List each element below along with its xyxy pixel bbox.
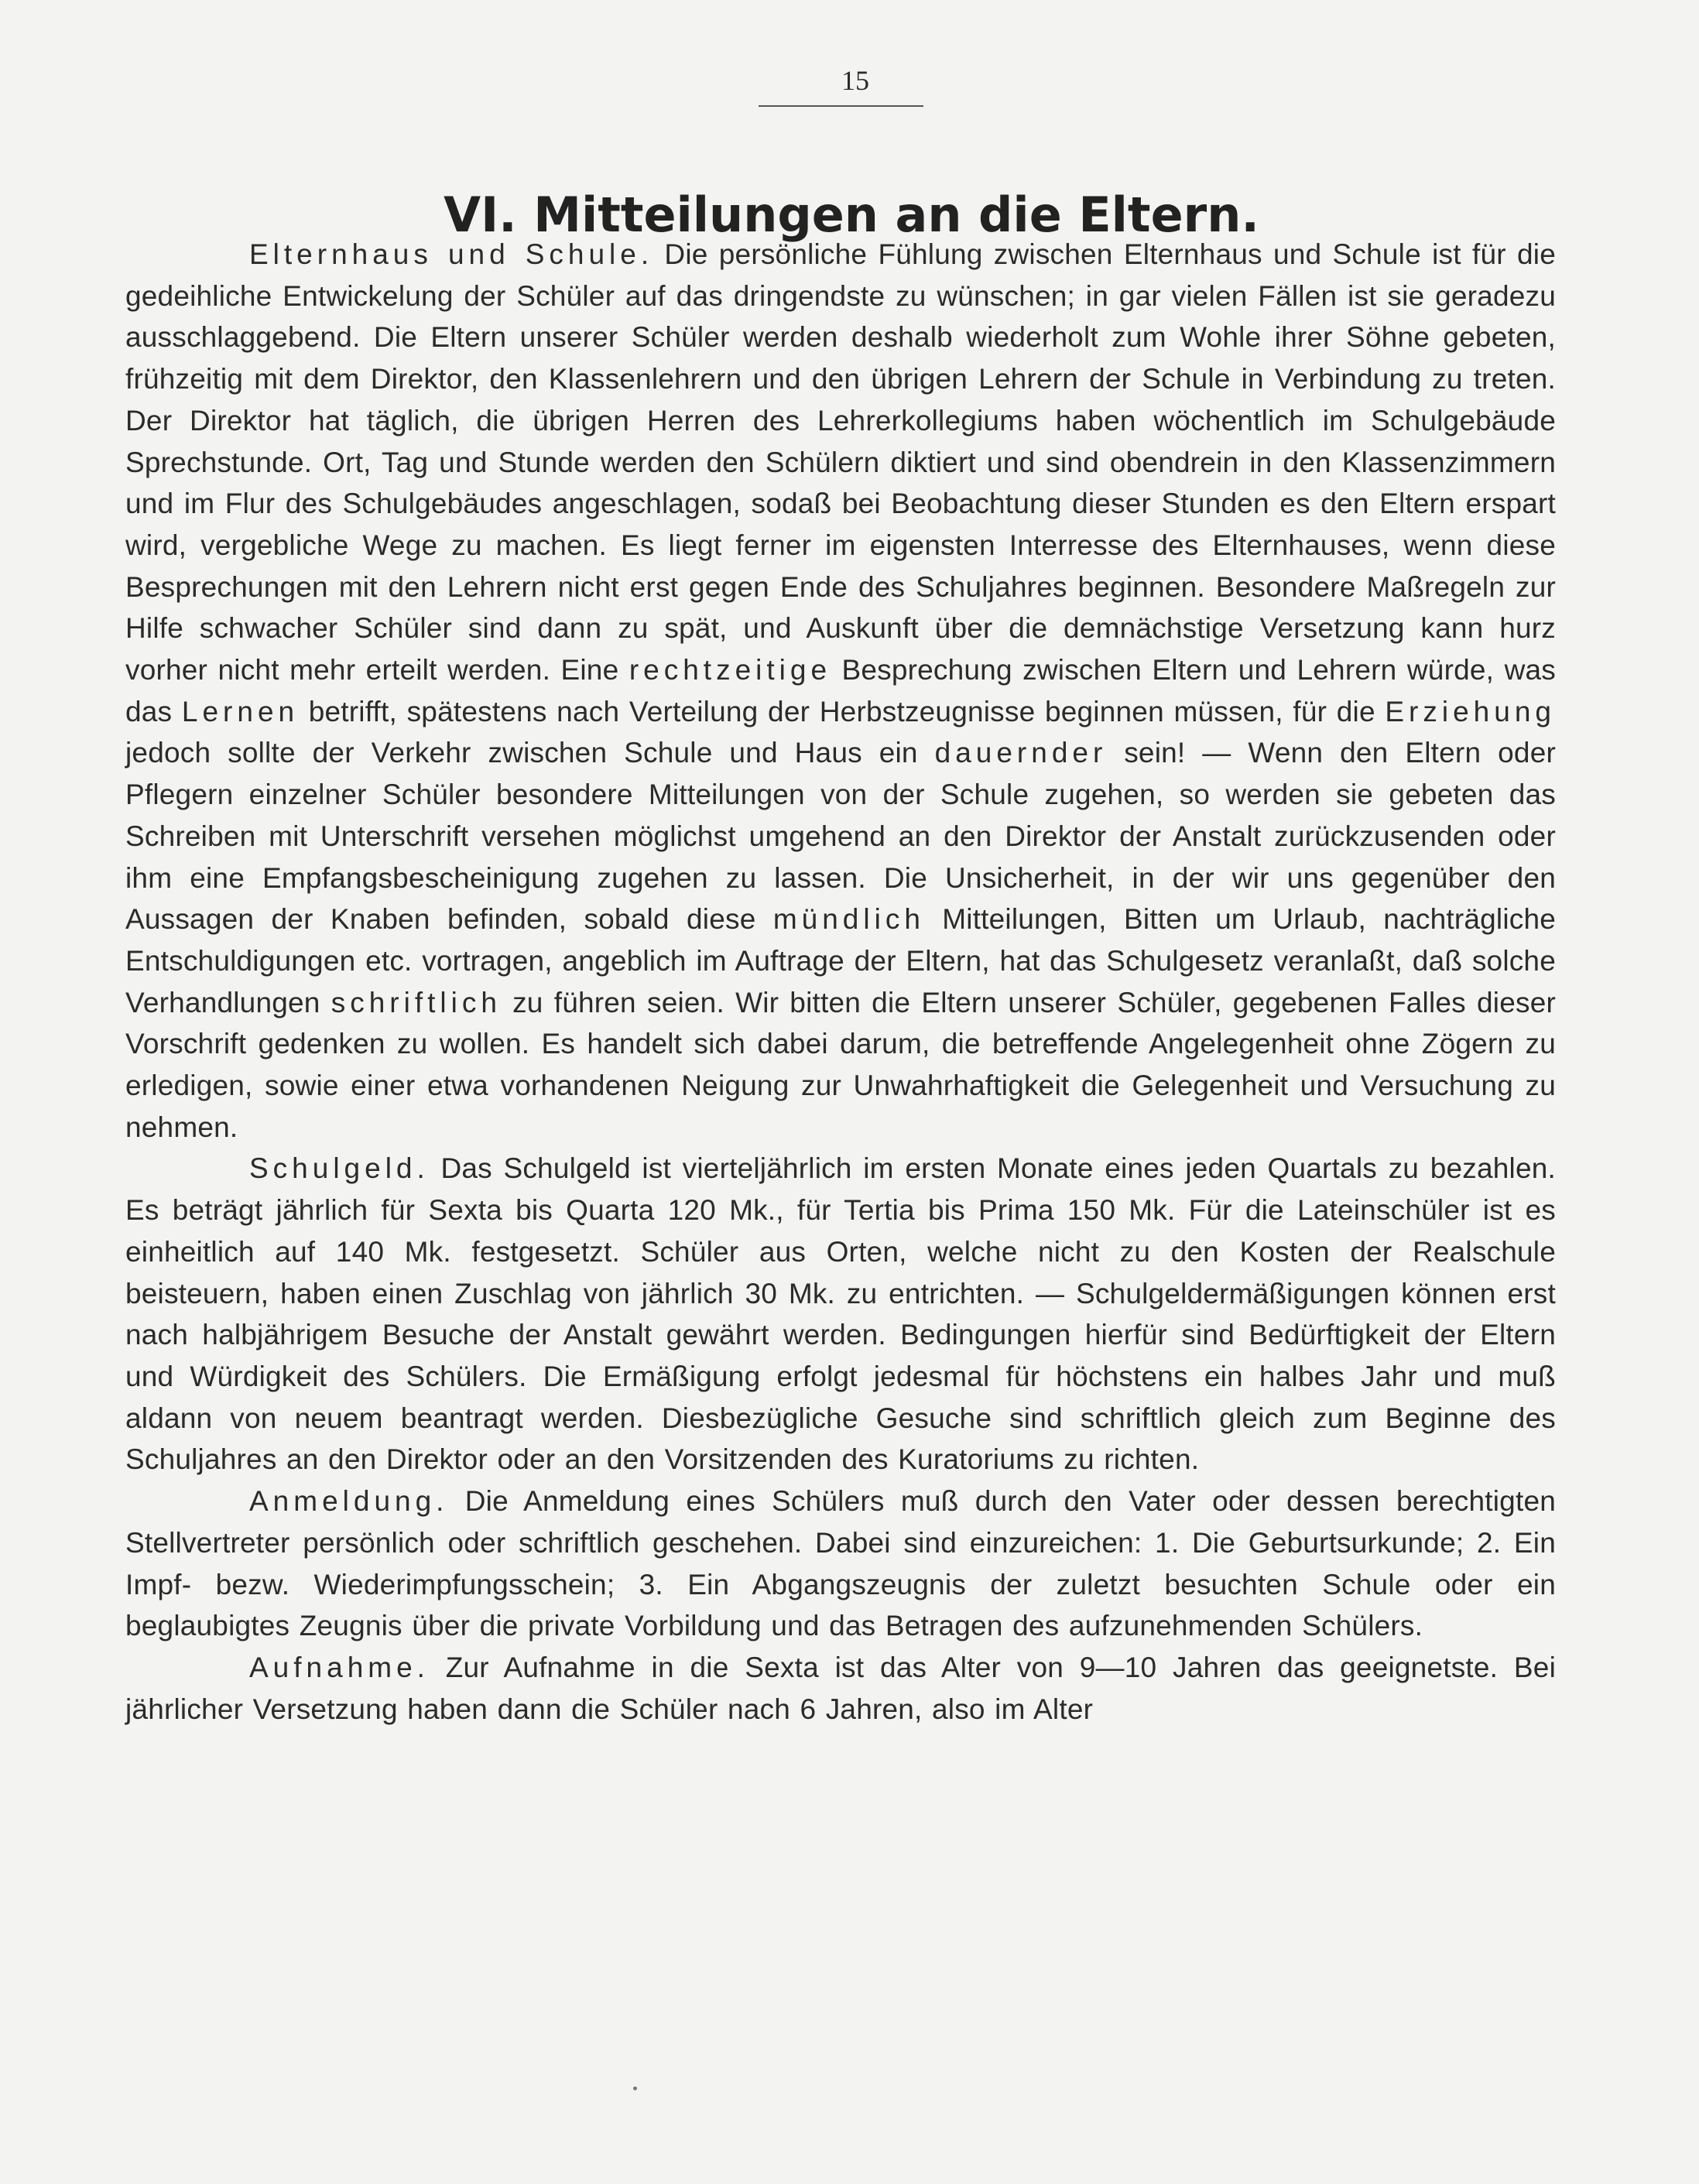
- body-text: [125, 234, 1556, 1730]
- text-run: Das Schulgeld ist vierteljährlich im ersten Monate eines jeden Quartals zu bezahlen. Es beträgt jährlich für Sexta bis Quarta 120 Mk., für Tertia bis Prima 150 Mk. Für die Lateinschüler ist es einheitlich auf 140 Mk. festgesetzt. Schüler aus Orten, welche nicht zu den Kosten der Realschule beisteuern, haben einen Zuschlag von jährlich 30 Mk. zu entrichten. — Schulgeldermäßigungen können erst nach halbjährigem Besuche der Anstalt gewährt werden. Bedingungen hierfür sind Bedürftigkeit der Eltern und Würdigkeit des Schülers. Die Ermäßigung erfolgt jedesmal für höchstens ein halbes Jahr und muß aldann von neuem beantragt werden. Diesbezügliche Gesuche sind schriftlich gleich zum Beginne des Schuljahres an den Direktor oder an den Vorsitzenden des Kuratoriums zu richten.: [125, 1152, 1556, 1476]
- run-in-heading-elternhaus: Elternhaus und Schule.: [249, 238, 654, 270]
- text-run: Mitteilungen, Bitten um Urlaub, nachträgliche Entschuldigungen etc. vortragen, angeblich im Auftrage der Eltern, hat das Schulgesetz veranlaßt, daß solche Verhandlungen: [125, 903, 1556, 1018]
- text-run: Die Anmeldung eines Schülers muß durch den Vater oder dessen berechtigten Stellvertreter persönlich oder schriftlich geschehen. Dabei sind einzureichen: 1. Die Geburtsurkunde; 2. Ein Impf- bezw. Wiederimpfungsschein; 3. Ein Abgangszeugnis der zuletzt besuchten Schule oder ein beglaubigtes Zeugnis über die private Vorbildung und das Betragen des aufzunehmenden Schülers.: [125, 1485, 1556, 1642]
- paragraph-anmeldung: [125, 1481, 1556, 1647]
- page-number-rule: [759, 105, 923, 107]
- run-in-heading-schulgeld: Schulgeld.: [249, 1152, 430, 1185]
- text-run: Besprechung zwischen Eltern und Lehrern würde, was das: [125, 654, 1556, 727]
- scan-speck: [633, 2086, 637, 2090]
- emphasis-rechtzeitige: rechtzeitige: [629, 654, 832, 686]
- paragraph-elternhaus: [125, 234, 1556, 1148]
- text-run: jedoch sollte der Verkehr zwischen Schule und Haus ein: [125, 737, 935, 769]
- text-run: betrifft, spätestens nach Verteilung der Herbstzeugnisse beginnen müssen, für die: [299, 695, 1386, 727]
- emphasis-lernen: Lernen: [181, 695, 300, 727]
- emphasis-schriftlich: schriftlich: [331, 986, 502, 1018]
- emphasis-dauernder: dauernder: [934, 737, 1108, 769]
- text-run: Zur Aufnahme in die Sexta ist das Alter von 9—10 Jahren das geeignetste. Bei jährlicher Versetzung haben dann die Schüler nach 6 Jahren, also im Alter: [125, 1651, 1556, 1725]
- run-in-heading-aufnahme: Aufnahme.: [249, 1651, 430, 1683]
- section-title: VI. Mitteilungen an die Eltern.: [444, 186, 1259, 243]
- emphasis-erziehung: Erziehung: [1385, 695, 1556, 727]
- text-run: sein! — Wenn den Eltern oder Pflegern einzelner Schüler besondere Mitteilungen von der Schule zugehen, so werden sie gebeten das Schreiben mit Unterschrift versehen möglichst umgehend an den Direktor der Anstalt zurückzusenden oder ihm eine Empfangsbescheinigung zugehen zu lassen. Die Unsicherheit, in der wir uns gegenüber den Aussagen der Knaben befinden, sobald diese: [125, 737, 1556, 936]
- emphasis-muendlich: mündlich: [772, 903, 925, 936]
- text-run: Die persönliche Fühlung zwischen Elternhaus und Schule ist für die gedeihliche Entwickelung der Schüler auf das dringendste zu wünschen; in gar vielen Fällen ist sie geradezu ausschlaggebend. Die Eltern unserer Schüler werden deshalb wiederholt zum Wohle ihrer Söhne gebeten, frühzeitig mit dem Direktor, den Klassenlehrern und den übrigen Lehrern der Schule in Verbindung zu treten. Der Direktor hat täglich, die übrigen Herren des Lehrerkollegiums haben wöchentlich im Schulgebäude Sprechstunde. Ort, Tag und Stunde werden den Schülern diktiert und sind obendrein in den Klassenzimmern und im Flur des Schulgebäudes angeschlagen, sodaß bei Beobachtung dieser Stunden es den Eltern erspart wird, vergebliche Wege zu machen. Es liegt ferner im eigensten Interresse des Elternhauses, wenn diese Besprechungen mit den Lehrern nicht erst gegen Ende des Schuljahres beginnen. Besondere Maßregeln zur Hilfe schwacher Schüler sind dann zu spät, und Auskunft über die demnächstige Versetzung kann hurz vorher nicht mehr erteilt werden. Eine: [125, 238, 1556, 686]
- run-in-heading-anmeldung: Anmeldung.: [249, 1485, 449, 1518]
- paragraph-schulgeld: [125, 1148, 1556, 1481]
- page-number: 15: [841, 65, 869, 96]
- text-run: zu führen seien. Wir bitten die Eltern unserer Schüler, gegebenen Falles dieser Vorschrift gedenken zu wollen. Es handelt sich dabei darum, die betreffende Angelegenheit ohne Zögern zu erledigen, sowie einer etwa vorhandenen Neigung zur Unwahrhaftigkeit die Gelegenheit und Versuchung zu nehmen.: [125, 986, 1556, 1143]
- paragraph-aufnahme: [125, 1647, 1556, 1730]
